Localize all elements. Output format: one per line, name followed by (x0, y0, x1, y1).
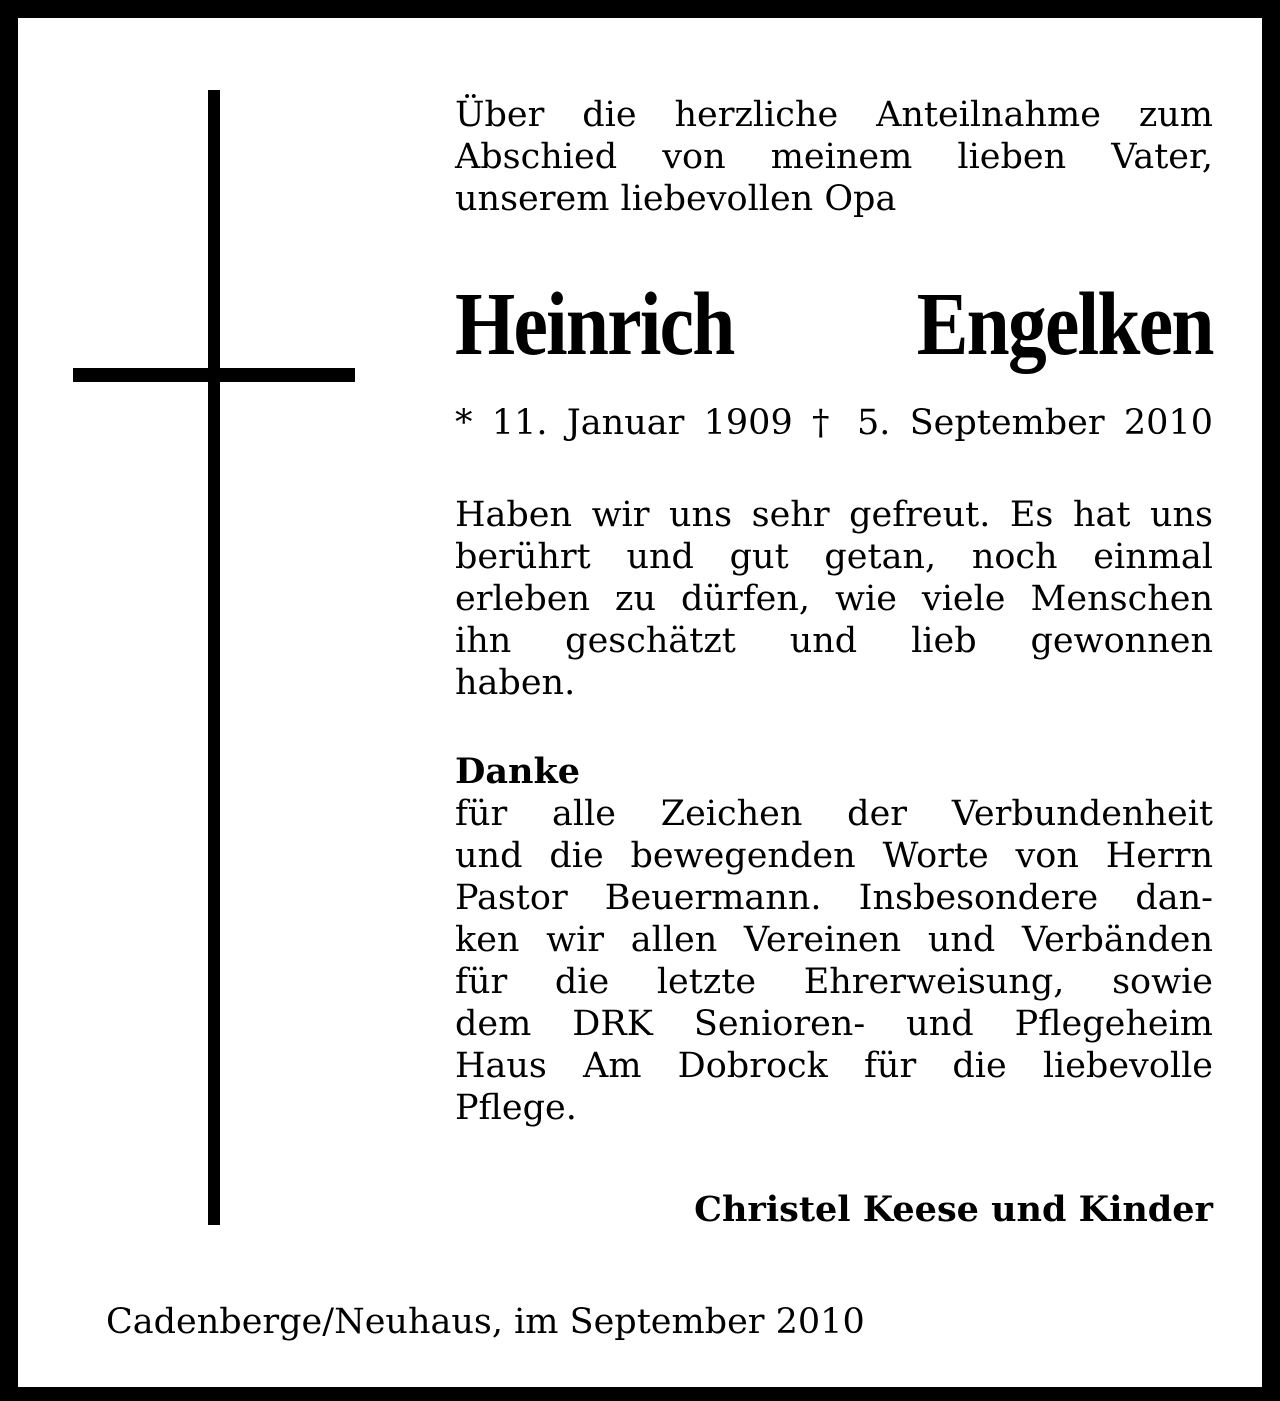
paragraph-line: Haben wir uns sehr gefreut. Es hat uns (455, 495, 1213, 535)
thanks-paragraph (455, 793, 1213, 1129)
thanks-line: für alle Zeichen der Verbundenheit (455, 794, 1213, 834)
paragraph-line: ihn geschätzt und lieb gewonnen (455, 621, 1213, 661)
gratitude-paragraph (455, 494, 1213, 704)
intro-line: Über die herzliche Anteilnahme zum (455, 95, 1213, 135)
intro-line: Abschied von meinem lieben Vater, (455, 137, 1213, 177)
thanks-line: und die bewegenden Worte von Herrn (455, 836, 1213, 876)
thanks-line: dem DRK Senioren- und Pflegeheim (455, 1004, 1213, 1044)
deceased-name: Heinrich Engelken (455, 275, 1213, 374)
thanks-line: Pastor Beuermann. Insbesondere dan- (455, 878, 1213, 918)
thanks-line: ken wir allen Vereinen und Verbänden (455, 920, 1213, 960)
intro-text (455, 94, 1213, 220)
place-and-date: Cadenberge/Neuhaus, im September 2010 (106, 1302, 865, 1342)
paragraph-line: berührt und gut getan, noch einmal (455, 537, 1213, 577)
intro-line: unserem liebevollen Opa (455, 179, 897, 219)
cross-icon-vertical-bar (208, 90, 220, 1225)
cross-icon-horizontal-bar (73, 368, 355, 382)
life-dates: * 11. Januar 1909 † 5. September 2010 (455, 403, 1213, 443)
thanks-line: Pflege. (455, 1088, 577, 1128)
paragraph-line: erleben zu dürfen, wie viele Menschen (455, 579, 1213, 619)
paragraph-line: haben. (455, 663, 576, 703)
signature: Christel Keese und Kinder (694, 1189, 1213, 1230)
thanks-line: für die letzte Ehrerweisung, sowie (455, 962, 1213, 1002)
thanks-line: Haus Am Dobrock für die liebevolle (455, 1046, 1213, 1086)
thanks-heading: Danke (455, 751, 580, 792)
